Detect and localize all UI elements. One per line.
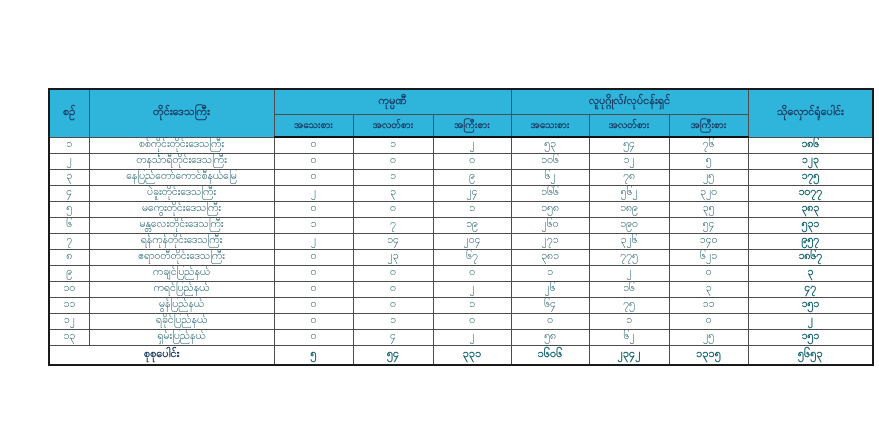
individual-small-count: ၁၀၆	[511, 153, 589, 169]
region-name: ပဲခူးတိုင်းဒေသကြီး	[89, 185, 274, 201]
individual-small-count: ၆၄	[511, 297, 589, 313]
header-region: တိုင်းဒေသကြီး	[89, 89, 274, 137]
individual-small-count: ၁၆၆	[511, 185, 589, 201]
header-company-large: အကြီးစား	[433, 114, 511, 137]
region-name: ဧရာဝတီတိုင်းဒေသကြီး	[89, 249, 274, 265]
company-small-count: ၀	[274, 313, 353, 329]
header-individual-medium: အလတ်စား	[589, 114, 669, 137]
row-warehouse-total: ၄၇	[748, 281, 873, 297]
individual-medium-count: ၇၇၅	[589, 249, 669, 265]
company-large-count: ၂	[433, 281, 511, 297]
individual-large-count: ၆၂၁	[669, 249, 748, 265]
company-small-count: ၀	[274, 329, 353, 345]
row-warehouse-total: ၉၅၇	[748, 233, 873, 249]
row-warehouse-total: ၁၈၆၇	[748, 249, 873, 265]
individual-medium-count: ၁၈၉	[589, 201, 669, 217]
individual-medium-count: ၇၈	[589, 169, 669, 185]
individual-medium-count: ၁၆	[589, 281, 669, 297]
row-warehouse-total: ၁၅၁	[748, 297, 873, 313]
region-name: စစ်ကိုင်းတိုင်းဒေသကြီး	[89, 137, 274, 153]
row-serial-no: ၁၁	[49, 297, 89, 313]
row-serial-no: ၅	[49, 201, 89, 217]
table-body	[49, 137, 873, 345]
individual-large-count: ၃	[669, 281, 748, 297]
table-row	[49, 233, 873, 249]
company-small-count: ၀	[274, 265, 353, 281]
individual-small-count: ၂၇၁	[511, 233, 589, 249]
grand-total-row	[49, 345, 873, 365]
header-group-individual: လူပုဂ္ဂိုလ်/လုပ်ငန်းရှင်	[511, 89, 748, 114]
individual-medium-count: ၇၅	[589, 297, 669, 313]
table-row	[49, 137, 873, 153]
individual-large-count: ၃၂၀	[669, 185, 748, 201]
individual-medium-count: ၁	[589, 313, 669, 329]
table-footer	[49, 345, 873, 365]
row-warehouse-total: ၁၈၆	[748, 137, 873, 153]
company-large-count: ၂	[433, 137, 511, 153]
table-row	[49, 153, 873, 169]
table-header	[49, 89, 873, 137]
company-large-count: ၉	[433, 169, 511, 185]
individual-small-count: ၂၆၀	[511, 217, 589, 233]
row-warehouse-total: ၅၃၁	[748, 217, 873, 233]
row-warehouse-total: ၃	[748, 265, 873, 281]
total-individual-small: ၁၆၀၆	[511, 345, 589, 365]
individual-large-count: ၀	[669, 265, 748, 281]
company-medium-count: ၀	[353, 281, 433, 297]
individual-medium-count: ၅၆၂	[589, 185, 669, 201]
row-warehouse-total: ၁၇၅	[748, 169, 873, 185]
company-medium-count: ၁	[353, 137, 433, 153]
row-warehouse-total: ၃၈၃	[748, 201, 873, 217]
row-warehouse-total: ၂	[748, 313, 873, 329]
header-individual-small: အသေးစား	[511, 114, 589, 137]
row-serial-no: ၁၀	[49, 281, 89, 297]
header-serial-no: စဉ်	[49, 89, 89, 137]
table-row	[49, 313, 873, 329]
table-row	[49, 185, 873, 201]
company-small-count: ၂	[274, 185, 353, 201]
individual-large-count: ၂၅	[669, 329, 748, 345]
table-row	[49, 169, 873, 185]
individual-small-count: ၃၈၁	[511, 249, 589, 265]
individual-large-count: ၁၄၀	[669, 233, 748, 249]
table-row	[49, 281, 873, 297]
region-name: ရခိုင်ပြည်နယ်	[89, 313, 274, 329]
company-small-count: ၀	[274, 249, 353, 265]
header-company-medium: အလတ်စား	[353, 114, 433, 137]
row-warehouse-total: ၁၀၇၇	[748, 185, 873, 201]
company-small-count: ၀	[274, 153, 353, 169]
table-row	[49, 217, 873, 233]
company-medium-count: ၀	[353, 201, 433, 217]
individual-medium-count: ၂	[589, 265, 669, 281]
region-name: တနင်္သာရီတိုင်းဒေသကြီး	[89, 153, 274, 169]
region-name: ရှမ်းပြည်နယ်	[89, 329, 274, 345]
region-name: မွန်ပြည်နယ်	[89, 297, 274, 313]
company-large-count: ၆၇	[433, 249, 511, 265]
row-warehouse-total: ၁၂၃	[748, 153, 873, 169]
company-large-count: ၀	[433, 153, 511, 169]
header-individual-large: အကြီးစား	[669, 114, 748, 137]
row-serial-no: ၉	[49, 265, 89, 281]
total-individual-medium: ၂၃၄၂	[589, 345, 669, 365]
individual-large-count: ၅၄	[669, 217, 748, 233]
grand-total-value: ၅၆၅၃	[748, 345, 873, 365]
company-large-count: ၂	[433, 329, 511, 345]
header-company-small: အသေးစား	[274, 114, 353, 137]
company-large-count: ၂၀၄	[433, 233, 511, 249]
individual-small-count: ၀	[511, 313, 589, 329]
total-company-medium: ၅၄	[353, 345, 433, 365]
row-serial-no: ၂	[49, 153, 89, 169]
individual-medium-count: ၅၄	[589, 137, 669, 153]
company-small-count: ၀	[274, 297, 353, 313]
row-serial-no: ၄	[49, 185, 89, 201]
total-individual-large: ၁၃၁၅	[669, 345, 748, 365]
company-large-count: ၁	[433, 297, 511, 313]
company-small-count: ၀	[274, 281, 353, 297]
individual-medium-count: ၁၉၀	[589, 217, 669, 233]
row-warehouse-total: ၁၅၁	[748, 329, 873, 345]
individual-medium-count: ၁၂	[589, 153, 669, 169]
individual-large-count: ၅	[669, 153, 748, 169]
warehouse-statistics-table	[48, 88, 874, 366]
row-serial-no: ၆	[49, 217, 89, 233]
individual-large-count: ၂၅	[669, 169, 748, 185]
header-warehouse-total: သိုလှောင်ရုံပေါင်း	[748, 89, 873, 137]
company-medium-count: ၀	[353, 153, 433, 169]
total-company-large: ၃၃၁	[433, 345, 511, 365]
individual-small-count: ၅၃	[511, 137, 589, 153]
individual-small-count: ၆၂	[511, 169, 589, 185]
company-large-count: ၁	[433, 201, 511, 217]
company-medium-count: ၂၃	[353, 249, 433, 265]
individual-large-count: ၁၁	[669, 297, 748, 313]
header-group-company: ကုမ္ပဏီ	[274, 89, 511, 114]
region-name: နေပြည်တော်ကောင်စီနယ်မြေ	[89, 169, 274, 185]
company-medium-count: ၇	[353, 217, 433, 233]
table-row	[49, 329, 873, 345]
region-name: မကွေးတိုင်းဒေသကြီး	[89, 201, 274, 217]
row-serial-no: ၁၃	[49, 329, 89, 345]
row-serial-no: ၈	[49, 249, 89, 265]
company-small-count: ၀	[274, 201, 353, 217]
individual-small-count: ၁၅၈	[511, 201, 589, 217]
table-row	[49, 249, 873, 265]
individual-small-count: ၂၆	[511, 281, 589, 297]
individual-large-count: ၃၅	[669, 201, 748, 217]
company-medium-count: ၃	[353, 185, 433, 201]
company-small-count: ၁	[274, 217, 353, 233]
total-company-small: ၅	[274, 345, 353, 365]
company-large-count: ၀	[433, 265, 511, 281]
company-small-count: ၀	[274, 169, 353, 185]
table-row	[49, 297, 873, 313]
company-large-count: ၂၄	[433, 185, 511, 201]
grand-total-label: စုစုပေါင်း	[49, 345, 274, 365]
individual-small-count: ၅၈	[511, 329, 589, 345]
company-large-count: ၀	[433, 313, 511, 329]
table-row	[49, 265, 873, 281]
individual-medium-count: ၃၂၆	[589, 233, 669, 249]
company-small-count: ၀	[274, 137, 353, 153]
company-medium-count: ၁	[353, 169, 433, 185]
region-name: ကရင်ပြည်နယ်	[89, 281, 274, 297]
row-serial-no: ၇	[49, 233, 89, 249]
individual-large-count: ၀	[669, 313, 748, 329]
company-medium-count: ၀	[353, 297, 433, 313]
company-medium-count: ၁	[353, 313, 433, 329]
company-medium-count: ၄	[353, 329, 433, 345]
company-medium-count: ၁၄	[353, 233, 433, 249]
row-serial-no: ၁၂	[49, 313, 89, 329]
region-name: ရန်ကုန်တိုင်းဒေသကြီး	[89, 233, 274, 249]
company-small-count: ၂	[274, 233, 353, 249]
row-serial-no: ၃	[49, 169, 89, 185]
company-large-count: ၁၉	[433, 217, 511, 233]
region-name: ကချင်ပြည်နယ်	[89, 265, 274, 281]
table-row	[49, 201, 873, 217]
individual-small-count: ၁	[511, 265, 589, 281]
company-medium-count: ၀	[353, 265, 433, 281]
region-name: မန္တလေးတိုင်းဒေသကြီး	[89, 217, 274, 233]
individual-medium-count: ၆၂	[589, 329, 669, 345]
individual-large-count: ၇၆	[669, 137, 748, 153]
row-serial-no: ၁	[49, 137, 89, 153]
